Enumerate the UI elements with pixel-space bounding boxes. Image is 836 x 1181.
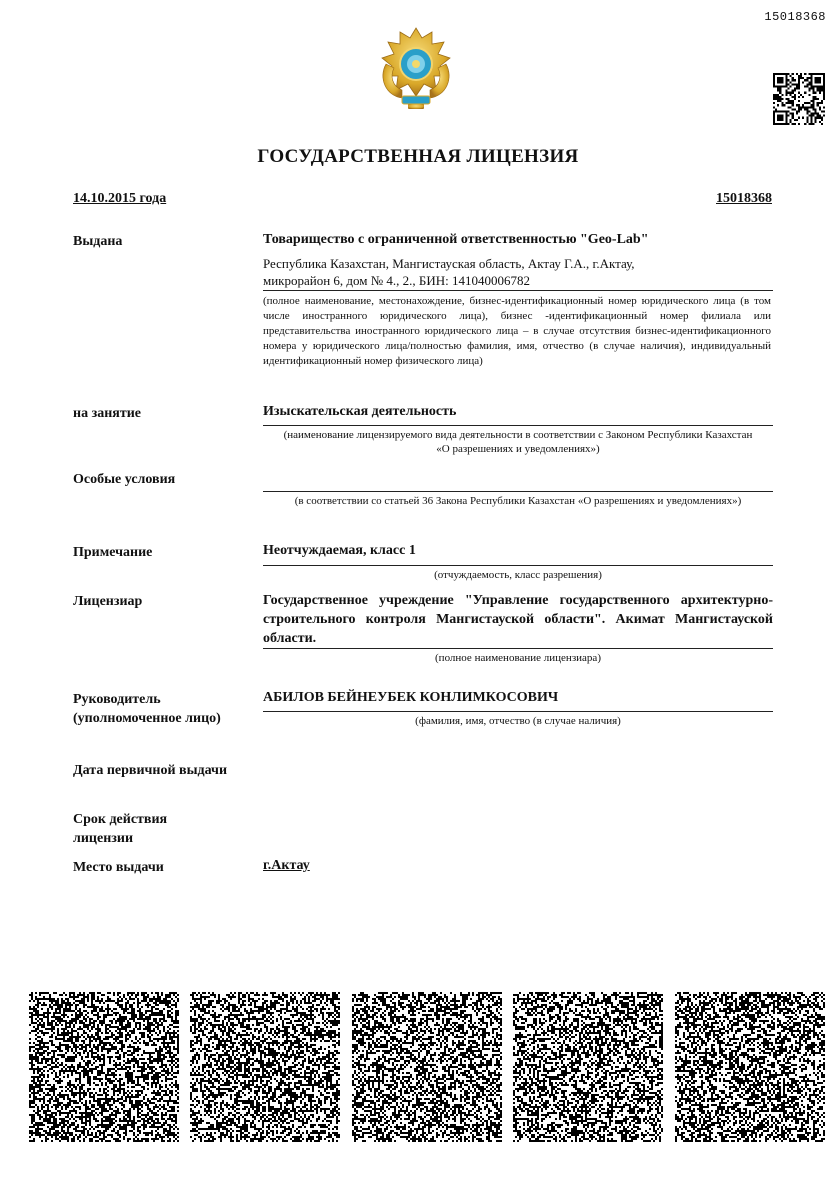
head-rule bbox=[263, 711, 773, 712]
issue-date: 14.10.2015 года bbox=[73, 191, 167, 206]
issued-to-value: Товарищество с ограниченной ответственностью "Geo-Lab" bbox=[263, 232, 649, 247]
qr-code-icon bbox=[29, 992, 179, 1142]
first-issue-date-label: Дата первичной выдачи bbox=[73, 763, 228, 778]
licensor-label: Лицензиар bbox=[73, 594, 143, 609]
activity-caption: (наименование лицензируемого вида деятельности в соответствии с Законом Республики Казахстан «О разрешениях и уведомлениях») bbox=[283, 429, 753, 455]
licensor-rule bbox=[263, 648, 773, 649]
head-caption: (фамилия, имя, отчество (в случае наличия) bbox=[415, 715, 621, 727]
qr-code-strip bbox=[29, 992, 825, 1142]
validity-label-line2: лицензии bbox=[73, 831, 134, 846]
validity-label-line1: Срок действия bbox=[73, 812, 168, 827]
qr-code-icon bbox=[513, 992, 663, 1142]
head-value: АБИЛОВ БЕЙНЕУБЕК КОНЛИМКОСОВИЧ bbox=[263, 690, 559, 705]
issued-to-caption: (полное наименование, местонахождение, бизнес-идентификационный номер юридического лица (в том числе иностранного юридического лица), бизнес -идентификационный номер филиала или представительства иностранного юридического лица – в случае отсутствия бизнес-идентификационного номера у юридического лица/полностью фамилия, имя, отчество (в случае наличия), индивидуальный идентификационный номер физического лица) bbox=[263, 295, 771, 367]
qr-code-icon bbox=[190, 992, 340, 1142]
place-value: г.Актау bbox=[263, 858, 310, 873]
validity-label bbox=[73, 810, 167, 848]
document-title: ГОСУДАРСТВЕННАЯ ЛИЦЕНЗИЯ bbox=[257, 146, 579, 167]
note-label: Примечание bbox=[73, 545, 153, 560]
activity-label: на занятие bbox=[73, 406, 141, 421]
qr-code-icon bbox=[675, 992, 825, 1142]
issued-to-address-line2: микрорайон 6, дом № 4., 2., БИН: 141040006782 bbox=[263, 273, 531, 288]
licensor-value: Государственное учреждение "Управление государственного архитектурно-строительного контроля Мангистауской области". Акимат Мангистауской области. bbox=[263, 593, 773, 646]
place-label: Место выдачи bbox=[73, 860, 164, 875]
licensor-caption: (полное наименование лицензиара) bbox=[435, 652, 601, 664]
head-label bbox=[73, 690, 221, 728]
issued-to-rule bbox=[263, 290, 773, 291]
kazakhstan-emblem-icon bbox=[372, 24, 460, 112]
note-rule bbox=[263, 565, 773, 566]
special-conditions-label: Особые условия bbox=[73, 472, 176, 487]
head-label-line2: (уполномоченное лицо) bbox=[73, 711, 221, 726]
head-label-line1: Руководитель bbox=[73, 692, 161, 707]
activity-value: Изыскательская деятельность bbox=[263, 404, 457, 419]
document-number-top: 15018368 bbox=[764, 10, 826, 24]
note-caption: (отчуждаемость, класс разрешения) bbox=[434, 569, 602, 581]
note-value: Неотчуждаемая, класс 1 bbox=[263, 543, 416, 558]
qr-code-icon bbox=[773, 72, 825, 126]
activity-rule bbox=[263, 425, 773, 426]
issued-to-address-line1: Республика Казахстан, Мангистауская область, Актау Г.А., г.Актау, bbox=[263, 256, 635, 271]
qr-code-icon bbox=[352, 992, 502, 1142]
special-conditions-caption: (в соответствии со статьей 36 Закона Республики Казахстан «О разрешениях и уведомлениях») bbox=[294, 495, 742, 507]
special-conditions-rule bbox=[263, 491, 773, 492]
license-number: 15018368 bbox=[716, 191, 772, 206]
issued-to-label: Выдана bbox=[73, 234, 123, 249]
